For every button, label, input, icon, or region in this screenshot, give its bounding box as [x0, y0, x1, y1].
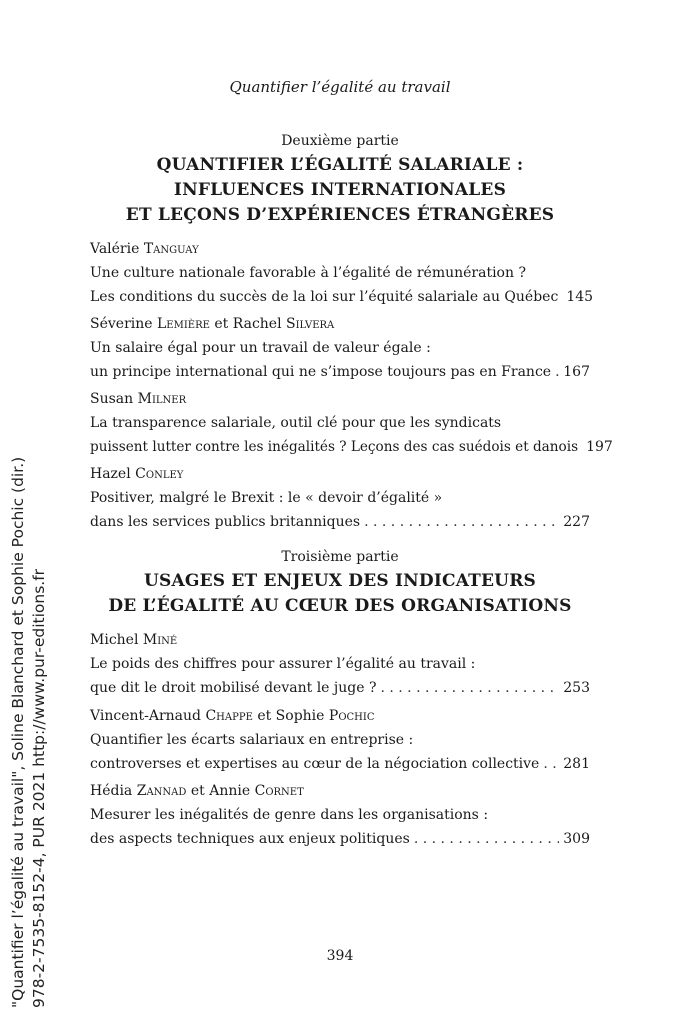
part2-title	[90, 153, 590, 228]
toc-entry	[90, 462, 590, 534]
author-connector: et Rachel	[209, 316, 287, 332]
entry-author	[90, 628, 590, 652]
entry-page-number: 167	[563, 364, 590, 380]
entry-title-text: Les conditions du succès de la loi sur l’équité salariale au Québec	[90, 289, 559, 305]
entry-author	[90, 462, 590, 486]
dot-leader	[364, 510, 559, 534]
entry-title-line-1: Un salaire égal pour un travail de valeur égale :	[90, 340, 431, 356]
entry-title-line-2	[90, 285, 594, 309]
entry-title-text: puissent lutter contre les inégalités ? Leçons des cas suédois et danois	[90, 439, 579, 455]
side-citation	[8, 448, 50, 1008]
entry-title-line-1: Le poids des chiffres pour assurer l’égalité au travail :	[90, 656, 476, 672]
author-lastname: Conley	[135, 466, 184, 482]
entry-title-line-2	[90, 360, 590, 384]
author-lastname: Zannad	[136, 783, 187, 799]
author-lastname: Milner	[137, 391, 187, 407]
entry-author	[90, 704, 590, 728]
entry-page-number: 253	[563, 680, 590, 696]
entry-author	[90, 779, 590, 803]
entry-title-line-2	[90, 827, 590, 851]
entry-title-text: controverses et expertises au cœur de la négociation collective	[90, 756, 540, 772]
entry-title-line-1: La transparence salariale, outil clé pour que les syndicats	[90, 415, 502, 431]
entry-page-number: 227	[563, 514, 590, 530]
dot-leader	[414, 827, 559, 851]
entry-title-line-1: Mesurer les inégalités de genre dans les organisations :	[90, 807, 489, 823]
entry-title-line-1: Une culture nationale favorable à l’égalité de rémunération ?	[90, 265, 526, 281]
entry-title-text: que dit le droit mobilisé devant le juge ?	[90, 680, 377, 696]
author-lastname: Cornet	[254, 783, 304, 799]
author-lastname: Silvera	[286, 316, 335, 332]
part2-label: Deuxième partie	[281, 133, 399, 149]
entry-author	[90, 312, 590, 336]
author-firstname: Hédia	[90, 783, 137, 799]
author-lastname: Tanguay	[143, 241, 199, 257]
author-connector: et Annie	[186, 783, 255, 799]
entry-page-number: 309	[563, 831, 590, 847]
part3-title	[90, 569, 590, 619]
author-firstname: Susan	[90, 391, 138, 407]
toc-entry	[90, 704, 590, 776]
running-header: Quantifier l’égalité au travail	[229, 78, 451, 96]
part2-title-line-1: QUANTIFIER L’ÉGALITÉ SALARIALE :	[156, 155, 524, 175]
entry-title-line-2	[90, 676, 590, 700]
part3-title-line-1: USAGES ET ENJEUX DES INDICATEURS	[143, 571, 537, 591]
dot-leader	[380, 676, 559, 700]
entry-title-line-1: Positiver, malgré le Brexit : le « devoir d’égalité »	[90, 490, 443, 506]
toc-entry	[90, 779, 590, 851]
dot-leader	[555, 360, 559, 384]
part3-heading	[90, 549, 590, 619]
page-number: 394	[326, 948, 354, 964]
author-firstname: Vincent-Arnaud	[90, 708, 206, 724]
toc-entry	[90, 237, 594, 309]
entry-author	[90, 387, 590, 411]
entry-title-text: un principe international qui ne s’impose toujours pas en France	[90, 364, 552, 380]
toc-entry	[90, 312, 590, 384]
entry-title-line-2	[90, 435, 613, 459]
part2-title-line-3: ET LEÇONS D’EXPÉRIENCES ÉTRANGÈRES	[125, 205, 555, 225]
author-firstname: Hazel	[90, 466, 136, 482]
entry-title-line-2	[90, 510, 590, 534]
part2-heading	[90, 133, 590, 228]
part2-title-line-2: INFLUENCES INTERNATIONALES	[173, 180, 507, 200]
part3-label: Troisième partie	[281, 549, 399, 565]
author-lastname: Pochic	[328, 708, 375, 724]
entry-title-line-1: Quantifier les écarts salariaux en entreprise :	[90, 732, 414, 748]
entry-title-text: dans les services publics britanniques	[90, 514, 361, 530]
author-lastname: Miné	[142, 632, 178, 648]
author-connector: et Sophie	[252, 708, 329, 724]
entry-author	[90, 237, 590, 261]
side-citation-line-1: "Quantifier l’égalité au travail", Soline Blanchard et Sophie Pochic (dir.)	[9, 456, 27, 1008]
author-lastname: Chappe	[205, 708, 253, 724]
entry-page-number: 281	[563, 756, 590, 772]
part3-title-line-2: DE L’ÉGALITÉ AU CŒUR DES ORGANISATIONS	[108, 596, 572, 616]
author-firstname: Séverine	[90, 316, 157, 332]
author-firstname: Michel	[90, 632, 143, 648]
entry-title-line-2	[90, 752, 590, 776]
author-firstname: Valérie	[90, 241, 144, 257]
side-citation-line-2: 978-2-7535-8152-4, PUR 2021 http://www.pur-editions.fr	[30, 568, 48, 1008]
author-lastname: Lemière	[157, 316, 210, 332]
entry-page-number: 197	[586, 439, 613, 455]
dot-leader	[543, 752, 559, 776]
entry-title-text: des aspects techniques aux enjeux politiques	[90, 831, 410, 847]
entry-page-number: 145	[566, 289, 594, 305]
toc-entry	[90, 628, 590, 700]
toc-entry	[90, 387, 613, 459]
